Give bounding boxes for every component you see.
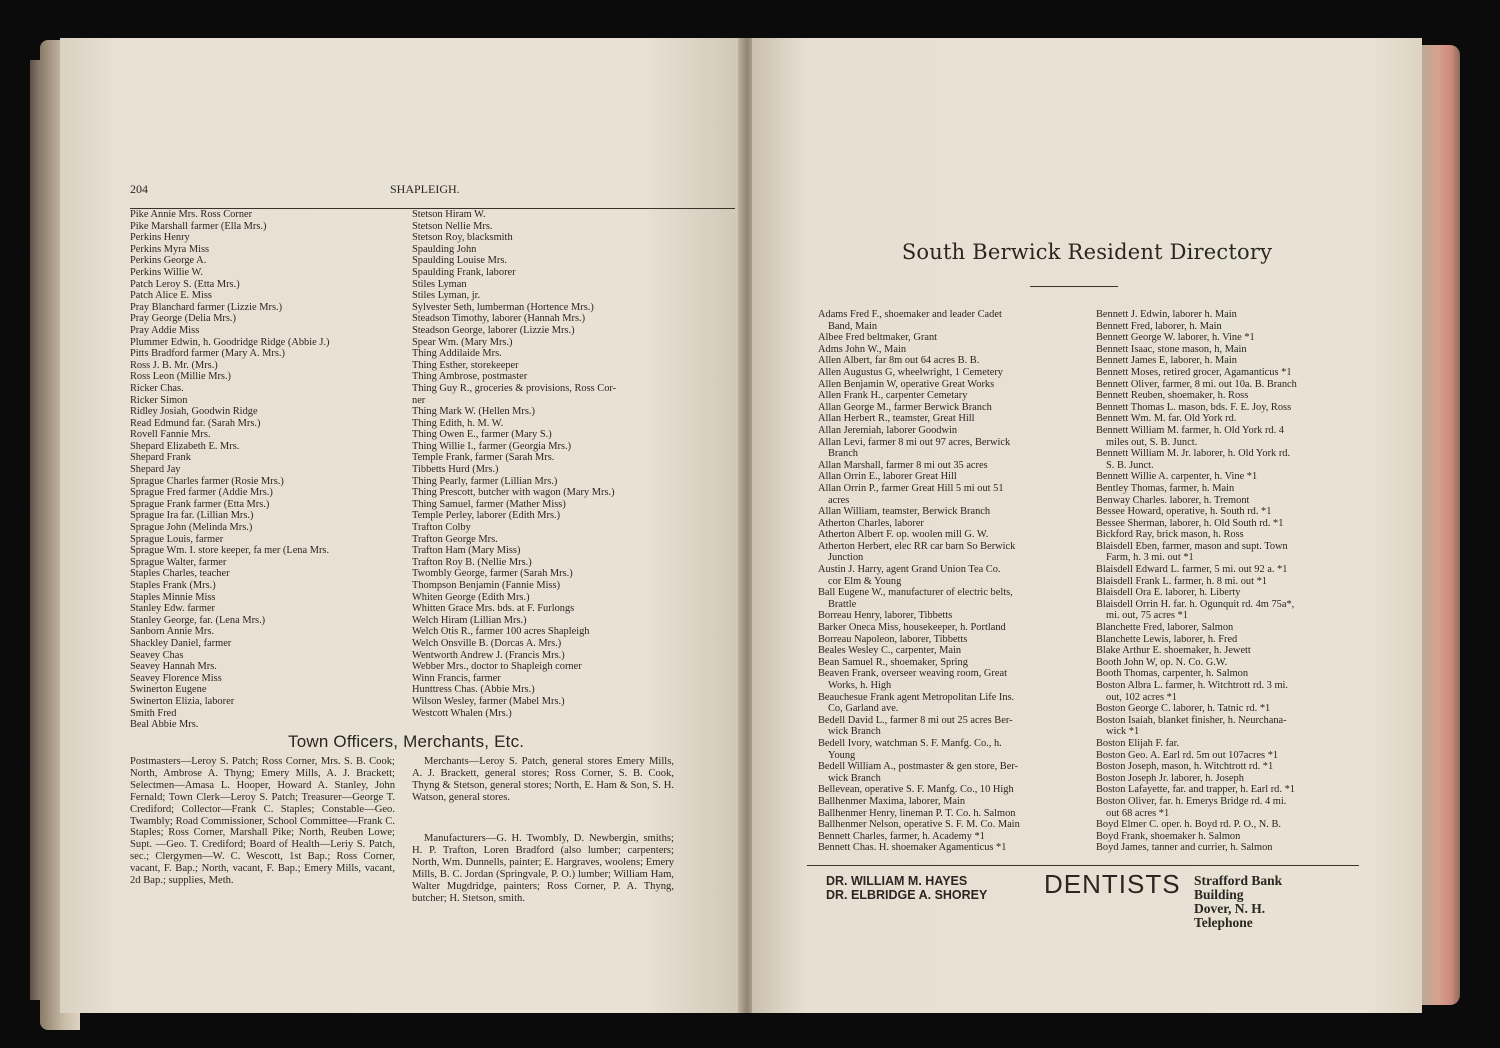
resident-entry: Bennett James E, laborer, h. Main [1096, 355, 1237, 367]
resident-entry: Adams Fred F., shoemaker and leader Cadet [818, 309, 1002, 320]
directory-entry: Thing Esther, storekeeper [412, 359, 519, 371]
directory-entry: Ross Leon (Millie Mrs.) [130, 371, 232, 383]
directory-entry: Steadson Timothy, laborer (Hannah Mrs.) [412, 313, 586, 325]
resident-entry: Boston Oliver, far. h. Emerys Bridge rd. 4 mi. [1096, 795, 1287, 807]
directory-entry: Rovell Fannie Mrs. [130, 429, 211, 441]
ad-address-line-1: Strafford Bank Building [1194, 873, 1283, 902]
directory-entry: Winn Francis, farmer [412, 672, 501, 684]
directory-entry: Patch Alice E. Miss [130, 290, 212, 302]
resident-entry: Bennett Reuben, shoemaker, h. Ross [1096, 390, 1249, 402]
directory-entry: Patch Leroy S. (Etta Mrs.) [130, 278, 240, 290]
directory-entry: Beal Abbie Mrs. [130, 719, 199, 731]
ad-doctor-names [826, 874, 987, 902]
directory-entry: Plummer Edwin, h. Goodridge Ridge (Abbie J.) [130, 336, 330, 348]
directory-entry: Trafton Roy B. (Nellie Mrs.) [412, 556, 532, 568]
resident-entry: Bedell William A., postmaster & gen store, Ber- [818, 761, 1019, 773]
directory-entry: Webber Mrs., doctor to Shapleigh corner [412, 661, 582, 673]
resident-entry: S. B. Junct. [1106, 459, 1154, 471]
resident-entry: Farm, h. 3 mi. out *1 [1106, 552, 1194, 564]
directory-column-1 [130, 209, 329, 731]
resident-entry: Allan Herbert R., teamster, Great Hill [818, 413, 975, 425]
resident-entry: Bennett Fred, laborer, h. Main [1096, 320, 1222, 332]
directory-entry: Shepard Jay [130, 464, 181, 476]
directory-entry: Pike Marshall farmer (Ella Mrs.) [130, 220, 267, 232]
directory-entry: Welch Otis R., farmer 100 acres Shapleigh [412, 626, 590, 638]
ad-top-rule [807, 865, 1359, 866]
directory-entry: Hunttress Chas. (Abbie Mrs.) [412, 684, 535, 696]
directory-entry: Thing Samuel, farmer (Mather Miss) [412, 498, 566, 510]
resident-entry: Bedell David L., farmer 8 mi out 25 acres Ber- [818, 714, 1013, 726]
directory-entry: Stanley George, far. (Lena Mrs.) [130, 614, 266, 626]
directory-entry: Perkins Willie W. [130, 266, 203, 278]
directory-entry: Temple Frank, farmer (Sarah Mrs. [412, 452, 555, 464]
ad-headline: DENTISTS [1044, 869, 1181, 899]
directory-entry: Wilson Wesley, farmer (Mabel Mrs.) [412, 695, 565, 707]
directory-entry: Seavey Florence Miss [130, 672, 222, 684]
resident-entry: Junction [828, 552, 864, 564]
resident-entry: Boston Isaiah, blanket finisher, h. Neurchana- [1096, 714, 1287, 726]
resident-entry: Bean Samuel R., shoemaker, Spring [818, 656, 968, 668]
directory-entry: Spaulding Frank, laborer [412, 266, 516, 278]
resident-entry: Works, h. High [828, 680, 892, 691]
directory-entry: Thing Prescott, butcher with wagon (Mary Mrs.) [412, 487, 615, 499]
resident-entry: cor Elm & Young [828, 575, 902, 587]
directory-entry: Stetson Nellie Mrs. [412, 220, 493, 232]
directory-entry: Welch Hiram (Lillian Mrs.) [412, 614, 527, 626]
resident-entry: Bennett Thomas L. mason, bds. F. E. Joy, Ross [1096, 401, 1292, 413]
directory-entry: Steadson George, laborer (Lizzie Mrs.) [412, 324, 575, 336]
resident-entry: Borreau Napoleon, laborer, Tibbetts [818, 633, 968, 645]
directory-entry: Pray Blanchard farmer (Lizzie Mrs.) [130, 301, 283, 313]
resident-entry: Blaisdell Edward L. farmer, 5 mi. out 92 a. *1 [1096, 564, 1288, 576]
resident-entry: Austin J. Harry, agent Grand Union Tea Co. [818, 564, 1001, 576]
resident-entry: Boyd Elmer C. oper. h. Boyd rd. P. O., N. B. [1096, 819, 1282, 831]
directory-entry: Sprague John (Melinda Mrs.) [130, 522, 253, 534]
resident-entry: Atherton Albert F. op. woolen mill G. W. [818, 529, 989, 541]
directory-entry: Ricker Chas. [130, 382, 184, 394]
section-title: Town Officers, Merchants, Etc. [288, 732, 525, 751]
resident-entry: Bennett J. Edwin, laborer h. Main [1096, 309, 1237, 320]
page-number: 204 [130, 182, 148, 196]
directory-entry: Thing Addilaide Mrs. [412, 348, 502, 360]
directory-entry: Thing Willie I., farmer (Georgia Mrs.) [412, 440, 572, 452]
directory-entry: Swinerton Eugene [130, 684, 207, 696]
resident-entry: Bennett Moses, retired grocer, Agamanticus *1 [1096, 366, 1292, 378]
resident-entry: Ballhenmer Nelson, operative S. F. M. Co. Main [818, 819, 1020, 831]
directory-entry: Spaulding Louise Mrs. [412, 255, 507, 267]
resident-entry: Beales Wesley C., carpenter, Main [818, 645, 962, 657]
ad-address [1194, 874, 1312, 930]
resident-entry: Bessee Howard, operative, h. South rd. *1 [1096, 506, 1272, 518]
directory-entry: Swinerton Elizia, laborer [130, 695, 235, 707]
resident-entry: Adms John W., Main [818, 343, 907, 355]
resident-entry: Bennett William M. Jr. laborer, h. Old York rd. [1096, 448, 1291, 460]
resident-column-2 [1096, 309, 1297, 854]
directory-entry: Thing Owen E., farmer (Mary S.) [412, 429, 552, 441]
directory-entry: Sanborn Annie Mrs. [130, 626, 214, 638]
resident-entry: Allan Marshall, farmer 8 mi out 35 acres [818, 459, 988, 471]
resident-entry: Bellevean, operative S. F. Manfg. Co., 10 High [818, 784, 1014, 796]
resident-entry: acres [828, 494, 850, 506]
directory-entry: Stetson Roy, blacksmith [412, 232, 513, 244]
directory-entry: Seavey Hannah Mrs. [130, 661, 217, 673]
directory-entry: Spaulding John [412, 243, 477, 255]
manufacturers-paragraph: Manufacturers—G. H. Twombly, D. Newbergin, smiths; H. P. Trafton, Loren Bradford (also lumber; carpenters; North, Wm. Dunnells, painter; E. Hargraves, woolens; Emery Mills, B. C. Jordan (Springvale, P. O.) lumber; William Ham, Walter Mugdridge, painters; Ross Corner, P. A. Thyng, butcher; H. Stetson, smith. [412, 833, 674, 904]
directory-entry: Staples Frank (Mrs.) [130, 580, 216, 591]
left-page [60, 38, 745, 1013]
resident-entry: Bennett William M. farmer, h. Old York rd. 4 [1096, 424, 1285, 436]
resident-entry: Branch [828, 448, 859, 460]
resident-entry: Brattle [828, 598, 857, 610]
directory-column-2 [412, 209, 616, 719]
resident-entry: wick Branch [828, 726, 881, 738]
resident-entry: Beauchesue Frank agent Metropolitan Life Ins. [818, 691, 1015, 703]
directory-entry: Welch Onsville B. (Dorcas A. Mrs.) [412, 637, 562, 649]
resident-entry: Allen Frank H., carpenter Cemetary [818, 390, 968, 402]
resident-entry: Boyd James, tanner and currier, h. Salmon [1096, 842, 1273, 854]
resident-entry: Booth John W, op. N. Co. G.W. [1096, 656, 1228, 668]
directory-entry: Pray Addie Miss [130, 324, 200, 336]
resident-column-1 [818, 309, 1020, 854]
directory-entry: Shepard Elizabeth E. Mrs. [130, 440, 240, 452]
resident-entry: Boston Albra L. farmer, h. Witchtrott rd. 3 mi. [1096, 680, 1289, 691]
directory-entry: Temple Perley, laborer (Edith Mrs.) [412, 510, 561, 522]
resident-entry: Allan Jeremiah, laborer Goodwin [818, 424, 958, 436]
resident-entry: Bennett Willie A. carpenter, h. Vine *1 [1096, 471, 1258, 483]
resident-entry: Allen Augustus G, wheelwright, 1 Cemetery [818, 366, 1003, 378]
resident-entry: Atherton Herbert, elec RR car barn So Berwick [818, 540, 1016, 552]
resident-entry: Bennett Chas. H. shoemaker Agamenticus *1 [818, 842, 1007, 854]
resident-entry: Boyd Frank, shoemaker h. Salmon [1096, 830, 1241, 842]
right-page [752, 38, 1422, 1013]
directory-entry: Sprague Walter, farmer [130, 556, 227, 568]
resident-entry: Boston Joseph, mason, h. Witchtrott rd. *1 [1096, 761, 1274, 773]
resident-entry: Bentley Thomas, farmer, h. Main [1096, 482, 1235, 494]
directory-entry: Thompson Benjamin (Fannie Miss) [412, 580, 561, 591]
directory-entry: Perkins Myra Miss [130, 243, 210, 255]
directory-title: South Berwick Resident Directory [901, 240, 1273, 264]
resident-entry: Bickford Ray, brick mason, h. Ross [1096, 529, 1244, 541]
directory-entry: Wentworth Andrew J. (Francis Mrs.) [412, 649, 565, 661]
directory-entry: Shackley Daniel, farmer [130, 637, 232, 649]
resident-entry: Allan George M., farmer Berwick Branch [818, 401, 992, 413]
resident-entry: Ballhenmer Henry, lineman P. T. Co. h. Salmon [818, 807, 1016, 819]
resident-entry: Bessee Sherman, laborer, h. Old South rd. *1 [1096, 517, 1284, 529]
resident-entry: Borreau Henry, laborer, Tibbetts [818, 610, 953, 622]
ad-address-line-2: Dover, N. H. Telephone [1194, 901, 1266, 930]
resident-entry: wick Branch [828, 772, 881, 784]
resident-entry: Barker Oneca Miss, housekeeper, h. Portland [818, 622, 1006, 634]
resident-entry: Allan William, teamster, Berwick Branch [818, 506, 991, 518]
resident-entry: wick *1 [1106, 726, 1140, 738]
resident-entry: Bennett Wm. M. far. Old York rd. [1096, 413, 1237, 425]
directory-entry: Thing Mark W. (Hellen Mrs.) [412, 406, 535, 418]
resident-entry: Blaisdell Ora E. laborer, h. Liberty [1096, 587, 1241, 599]
resident-entry: Bennett George W. laborer, h. Vine *1 [1096, 332, 1255, 344]
resident-entry: Allan Orrin P., farmer Great Hill 5 mi out 51 [818, 482, 1004, 494]
resident-entry: Boston Geo. A. Earl rd. 5m out 107acres *1 [1096, 749, 1279, 761]
directory-entry: Stetson Hiram W. [412, 209, 486, 220]
directory-entry: Trafton George Mrs. [412, 533, 498, 545]
directory-entry: Pitts Bradford farmer (Mary A. Mrs.) [130, 348, 285, 360]
directory-entry: Sylvester Seth, lumberman (Hortence Mrs.) [412, 301, 594, 313]
resident-entry: Ball Eugene W., manufacturer of electric belts, [818, 587, 1013, 599]
directory-entry: Twombly George, farmer (Sarah Mrs.) [412, 568, 573, 580]
resident-entry: Blanchette Lewis, laborer, h. Fred [1096, 633, 1238, 645]
directory-entry: Shepard Frank [130, 452, 191, 464]
directory-entry: Stanley Edw. farmer [130, 603, 216, 615]
directory-entry: Stiles Lyman [412, 278, 467, 290]
resident-entry: Allan Orrin E., laborer Great Hill [818, 471, 957, 483]
ad-doctor-1: DR. WILLIAM M. HAYES [826, 874, 968, 888]
resident-entry: Boston Elijah F. far. [1096, 737, 1180, 749]
directory-entry: Whiten George (Edith Mrs.) [412, 591, 530, 603]
directory-entry: Perkins George A. [130, 255, 207, 267]
dentists-advertisement [752, 869, 1312, 930]
directory-entry: Westcott Whalen (Mrs.) [412, 707, 512, 719]
resident-entry: out, 102 acres *1 [1106, 691, 1177, 703]
resident-entry: Blaisdell Eben, farmer, mason and supt. Town [1096, 540, 1288, 552]
directory-entry: Sprague Louis, farmer [130, 533, 224, 545]
resident-entry: Bennett Oliver, farmer, 8 mi. out 10a. B. Branch [1096, 378, 1297, 390]
directory-entry: Pike Annie Mrs. Ross Corner [130, 209, 253, 220]
resident-entry: miles out, S. B. Junct. [1106, 436, 1198, 448]
resident-entry: Allan Levi, farmer 8 mi out 97 acres, Berwick [818, 436, 1011, 448]
resident-entry: Co, Garland ave. [828, 703, 899, 715]
directory-entry: Pray George (Delia Mrs.) [130, 313, 236, 325]
ad-doctor-2: DR. ELBRIDGE A. SHOREY [826, 888, 988, 902]
directory-entry: Thing Pearly, farmer (Lillian Mrs.) [412, 475, 558, 487]
resident-entry: out 68 acres *1 [1106, 807, 1170, 819]
resident-entry: Booth Thomas, carpenter, h. Salmon [1096, 668, 1249, 680]
directory-entry: Seavey Chas [130, 649, 184, 661]
resident-entry: Albee Fred beltmaker, Grant [818, 332, 938, 344]
directory-entry: Ridley Josiah, Goodwin Ridge [130, 406, 258, 418]
running-head: SHAPLEIGH. [390, 182, 460, 196]
directory-entry: Read Edmund far. (Sarah Mrs.) [130, 417, 261, 429]
resident-entry: Blake Arthur E. shoemaker, h. Jewett [1096, 645, 1251, 657]
resident-entry: Allen Benjamin W, operative Great Works [818, 378, 995, 390]
directory-entry: Thing Ambrose, postmaster [412, 371, 528, 383]
resident-entry: Bennett Charles, farmer, h. Academy *1 [818, 830, 985, 842]
directory-entry: Trafton Colby [412, 522, 471, 534]
resident-entry: mi. out, 75 acres *1 [1106, 610, 1188, 622]
directory-entry: Stiles Lyman, jr. [412, 290, 481, 302]
directory-entry: Perkins Henry [130, 232, 190, 244]
resident-entry: Band, Main [828, 320, 878, 332]
directory-entry: Sprague Frank farmer (Etta Mrs.) [130, 498, 270, 510]
resident-entry: Allen Albert, far 8m out 64 acres B. B. [818, 355, 980, 367]
title-rule [1030, 286, 1118, 287]
resident-entry: Blaisdell Orrin H. far. h. Ogunquit rd. 4m 75a*, [1096, 598, 1295, 610]
directory-entry: Sprague Charles farmer (Rosie Mrs.) [130, 475, 284, 487]
directory-entry: Thing Edith, h. M. W. [412, 417, 504, 429]
directory-entry: Smith Fred [130, 707, 177, 719]
directory-entry: Sprague Ira far. (Lillian Mrs.) [130, 510, 254, 522]
resident-entry: Beaven Frank, overseer weaving room, Great [818, 668, 1007, 680]
resident-entry: Boston George C. laborer, h. Tatnic rd. *1 [1096, 703, 1271, 715]
resident-entry: Bedell Ivory, watchman S. F. Manfg. Co., h. [818, 737, 1002, 749]
directory-entry: Trafton Ham (Mary Miss) [412, 545, 521, 557]
resident-entry: Ballhenmer Maxima, laborer, Main [818, 795, 966, 807]
officers-paragraph: Postmasters—Leroy S. Patch; Ross Corner, Mrs. S. B. Cook; North, Ambrose A. Thyng; Emery Mills, A. J. Brackett; Selectmen—Amasa L. Hooper, Howard A. Stanley, John Fernald; Town Clerk—Leroy S. Patch; Treasurer—George T. Crediford; Collector—Frank C. Staples; Constable—Geo. Twambly; Road Commissioner, School Committee—Frank C. Staples; Ross Corner, Marshall Pike; North, Reuben Lowe; Supt. —Geo. T. Crediford; Board of Health—Leriy S. Patch, sec.; Clergymen—W. C. Wescott, 1st Bap.; Ross Corner, vacant, F. Bap.; North, vacant, F. Bap.; Emery Mills, vacant, 2d Bap.; supplies, Meth. [130, 756, 395, 887]
directory-entry: Spear Wm. (Mary Mrs.) [412, 336, 513, 348]
resident-entry: Blanchette Fred, laborer, Salmon [1096, 622, 1234, 634]
directory-entry: Tibbetts Hurd (Mrs.) [412, 464, 499, 476]
resident-entry: Atherton Charles, laborer [818, 517, 924, 529]
resident-entry: Boston Lafayette, far. and trapper, h. Earl rd. *1 [1096, 784, 1295, 796]
directory-entry: Sprague Fred farmer (Addie Mrs.) [130, 487, 273, 499]
directory-entry: Ross J. B. Mr. (Mrs.) [130, 359, 218, 371]
resident-entry: Bennett Isaac, stone mason, h, Main [1096, 343, 1247, 355]
directory-entry: Thing Guy R., groceries & provisions, Ross Cor- [412, 382, 617, 394]
resident-entry: Young [828, 749, 856, 761]
resident-entry: Blaisdell Frank L. farmer, h. 8 mi. out *1 [1096, 575, 1267, 587]
directory-entry: Staples Minnie Miss [130, 591, 216, 603]
book-right-edge [1420, 45, 1460, 1005]
directory-entry: Sprague Wm. I. store keeper, fa mer (Lena Mrs. [130, 545, 330, 557]
resident-entry: Boston Joseph Jr. laborer, h. Joseph [1096, 772, 1244, 784]
directory-entry: ner [412, 394, 426, 406]
merchants-paragraph: Merchants—Leroy S. Patch, general stores Emery Mills, A. J. Brackett, general stores; Ross Corner, S. B. Cook, Thyng & Stetson, general stores; North, E. Ham & Son, S. H. Watson, general stores. [412, 756, 674, 803]
resident-entry: Benway Charles. laborer, h. Tremont [1096, 494, 1250, 506]
directory-entry: Whitten Grace Mrs. bds. at F. Furlongs [412, 603, 575, 615]
directory-entry: Ricker Simon [130, 394, 188, 406]
directory-entry: Staples Charles, teacher [130, 568, 230, 580]
